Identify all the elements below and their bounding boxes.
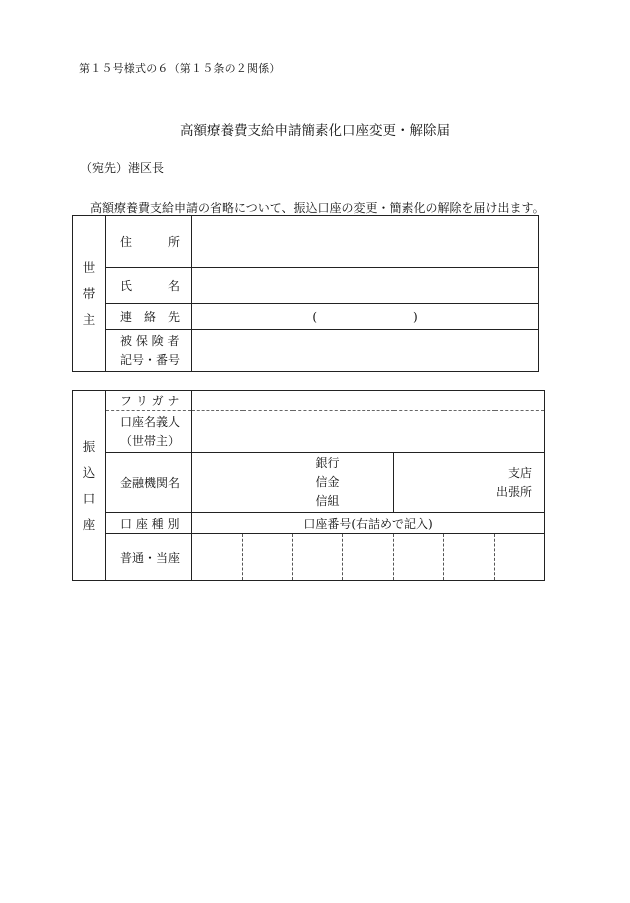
bank-type: 信金 — [315, 475, 340, 489]
account-digit-box[interactable] — [293, 534, 343, 581]
institution-label: 金融機関名 — [106, 453, 192, 513]
form-title: 高額療養費支給申請簡素化口座変更・解除届 — [180, 123, 450, 139]
account-holder-field[interactable] — [192, 411, 545, 453]
branch-type: 出張所 — [495, 484, 532, 499]
insured-number-label: 被 保 険 者 記号・番号 — [106, 330, 192, 372]
addressee: （宛先）港区長 — [80, 161, 165, 175]
institution-name-field[interactable] — [192, 453, 394, 513]
account-table — [72, 390, 545, 581]
name-field[interactable] — [192, 268, 539, 304]
furigana-label: フ リ ガ ナ — [106, 391, 192, 411]
bank-type: 銀行 — [315, 456, 340, 470]
section-char: 主 — [82, 311, 96, 327]
account-digit-box[interactable] — [343, 534, 394, 581]
address-field[interactable] — [192, 216, 539, 268]
section-char: 込 — [82, 464, 96, 480]
address-label: 住 所 — [106, 216, 192, 268]
account-digit-box[interactable] — [394, 534, 444, 581]
section-char: 世 — [82, 259, 96, 275]
contact-field[interactable]: ( ) — [192, 304, 539, 330]
bank-type: 信組 — [315, 494, 340, 508]
account-digit-box[interactable] — [444, 534, 495, 581]
account-type-options[interactable]: 普通・当座 — [106, 534, 192, 581]
intro-text: 高額療養費支給申請の省略について、振込口座の変更・簡素化の解除を届け出ます。 — [90, 201, 545, 215]
section-char: 座 — [82, 516, 96, 532]
account-type-label: 口 座 種 別 — [106, 513, 192, 534]
contact-label: 連 絡 先 — [106, 304, 192, 330]
account-digit-box[interactable] — [192, 534, 243, 581]
account-section-label — [73, 391, 106, 581]
insured-number-field[interactable] — [192, 330, 539, 372]
branch-type: 支店 — [507, 465, 532, 480]
form-number: 第１５号様式の６（第１５条の２関係） — [79, 62, 281, 75]
section-char: 帯 — [82, 285, 96, 301]
account-number-header: 口座番号(右詰めで記入) — [192, 513, 545, 534]
name-label: 氏 名 — [106, 268, 192, 304]
householder-section-label — [73, 216, 106, 372]
account-digit-box[interactable] — [243, 534, 293, 581]
householder-table — [72, 215, 539, 372]
branch-name-field[interactable] — [394, 453, 545, 513]
account-digit-box[interactable] — [495, 534, 545, 581]
account-holder-label: 口座名義人 （世帯主） — [106, 411, 192, 453]
section-char: 口 — [82, 490, 96, 506]
section-char: 振 — [82, 438, 96, 454]
furigana-field[interactable] — [192, 391, 545, 411]
